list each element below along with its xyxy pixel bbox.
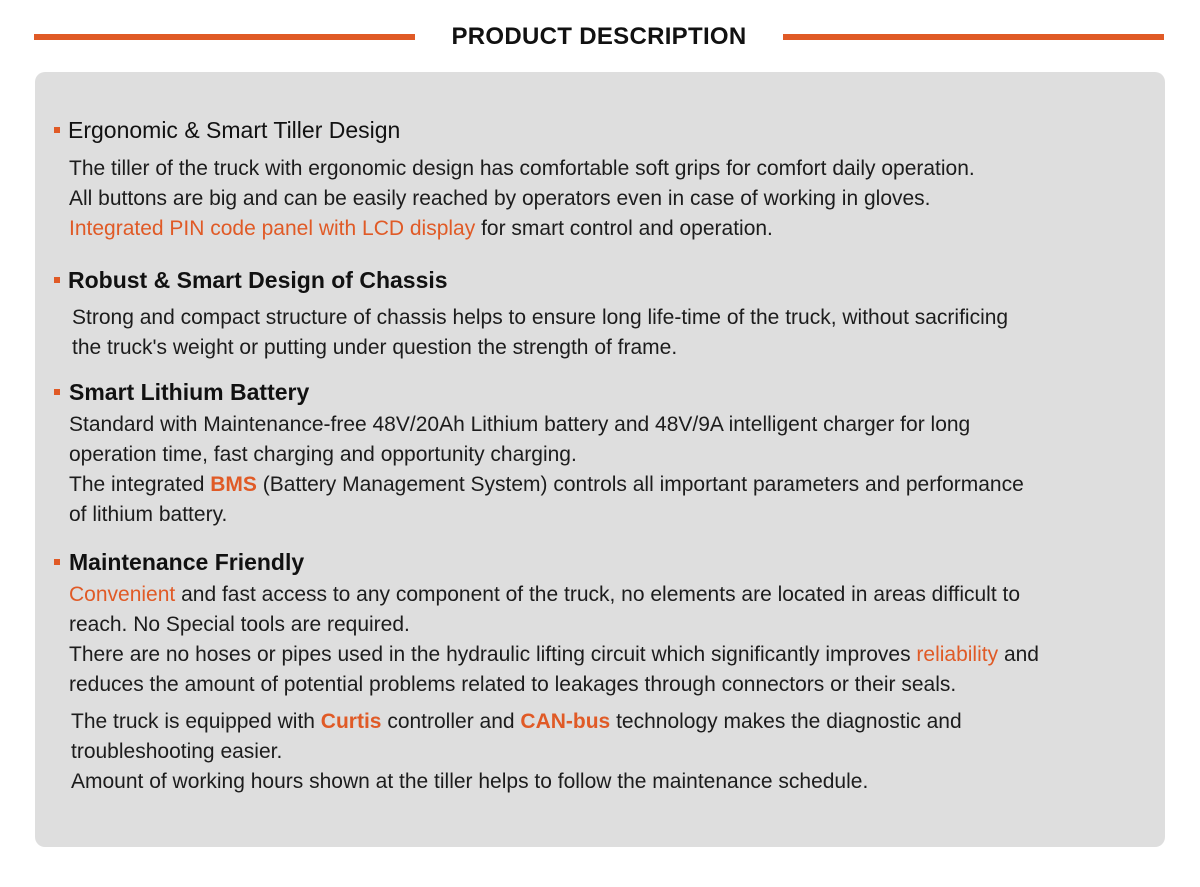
body-text: (Battery Management System) controls all important parameters and performance <box>256 473 1024 496</box>
section-title-battery <box>69 378 309 406</box>
body-line: troubleshooting easier. <box>71 740 283 763</box>
section-header <box>0 20 1200 54</box>
bullet-icon <box>54 559 60 565</box>
section-body-maintenance <box>69 580 1039 700</box>
body-text: controller and <box>381 710 521 733</box>
highlight-text: Convenient <box>69 583 176 606</box>
body-line <box>69 470 1024 500</box>
header-rule-right <box>783 34 1164 40</box>
section-title-tiller <box>68 116 400 144</box>
bullet-icon <box>54 389 60 395</box>
highlight-text: BMS <box>210 473 257 496</box>
body-text: There are no hoses or pipes used in the hydraulic lifting circuit which significantly improves <box>69 643 917 666</box>
body-line: Amount of working hours shown at the tiller helps to follow the maintenance schedule. <box>71 770 869 793</box>
body-line: reduces the amount of potential problems related to leakages through connectors or their seals. <box>69 673 957 696</box>
section-body-maintenance-controller <box>71 707 962 797</box>
page-title: PRODUCT DESCRIPTION <box>451 23 747 50</box>
body-text: and <box>998 643 1039 666</box>
section-title-text: Robust & Smart Design of Chassis <box>68 267 448 293</box>
section-title-text: Ergonomic & Smart Tiller Design <box>68 117 401 143</box>
section-title-maintenance <box>69 548 304 576</box>
body-line <box>69 580 1039 610</box>
body-line: Standard with Maintenance-free 48V/20Ah Lithium battery and 48V/9A intelligent charger for long <box>69 413 971 436</box>
header-rule-left <box>34 34 415 40</box>
body-line <box>71 707 962 737</box>
body-line: of lithium battery. <box>69 503 228 526</box>
body-line: All buttons are big and can be easily reached by operators even in case of working in gloves. <box>69 187 931 210</box>
body-line: The tiller of the truck with ergonomic design has comfortable soft grips for comfort daily operation. <box>69 157 975 180</box>
section-body-battery <box>69 410 1024 530</box>
bullet-icon <box>54 127 60 133</box>
section-title-chassis <box>68 266 448 294</box>
highlight-text: Integrated PIN code panel with LCD display <box>69 217 476 240</box>
section-body-chassis <box>72 303 1008 363</box>
body-text: technology makes the diagnostic and <box>610 710 962 733</box>
body-line <box>69 640 1039 670</box>
body-text: for smart control and operation. <box>475 217 773 240</box>
body-line: Strong and compact structure of chassis helps to ensure long life-time of the truck, without sacrificing <box>72 306 1009 329</box>
body-text: and fast access to any component of the truck, no elements are located in areas difficult to <box>175 583 1021 606</box>
body-text: The integrated <box>69 473 211 496</box>
body-line: the truck's weight or putting under question the strength of frame. <box>72 336 678 359</box>
body-line: reach. No Special tools are required. <box>69 613 410 636</box>
body-line <box>69 214 975 244</box>
highlight-text: reliability <box>916 643 999 666</box>
body-line: operation time, fast charging and opportunity charging. <box>69 443 577 466</box>
highlight-text: CAN-bus <box>520 710 611 733</box>
highlight-text: Curtis <box>320 710 382 733</box>
section-title-text: Maintenance Friendly <box>69 549 305 575</box>
bullet-icon <box>54 277 60 283</box>
section-title-text: Smart Lithium Battery <box>69 379 310 405</box>
body-text: The truck is equipped with <box>71 710 321 733</box>
section-body-tiller <box>69 154 975 244</box>
